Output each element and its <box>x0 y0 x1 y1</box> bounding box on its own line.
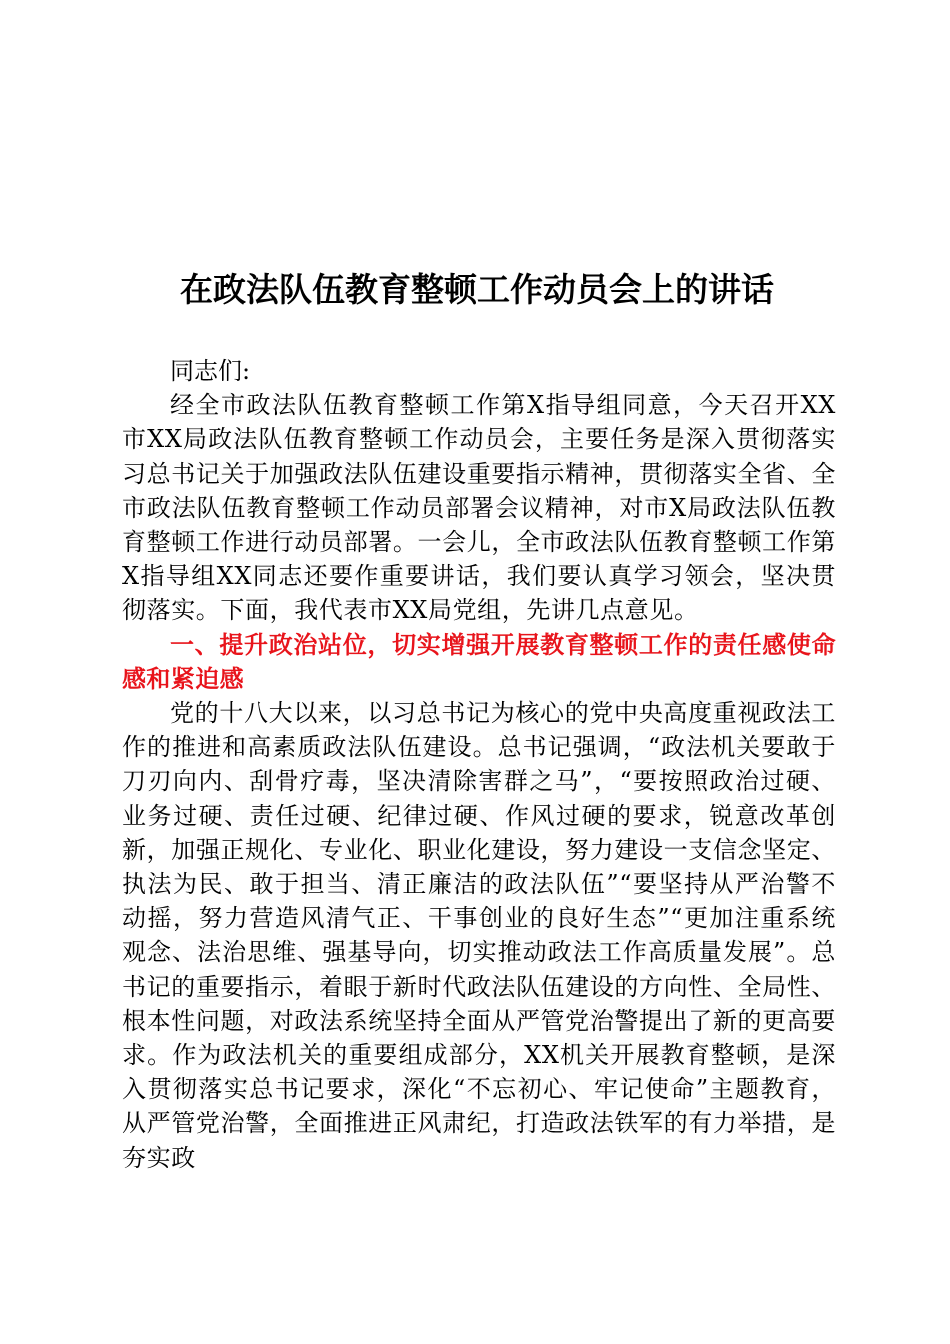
salutation: 同志们: <box>170 357 251 385</box>
section-heading-1: 一、提升政治站位，切实增强开展教育整顿工作的责任感使命感和紧迫感 <box>122 630 836 693</box>
intro-paragraph: 经全市政法队伍教育整顿工作第X指导组同意，今天召开XX市XX局政法队伍教育整顿工作动员会，主要任务是深入贯彻落实习总书记关于加强政法队伍建设重要指示精神，贯彻落实全省、全市政法队伍教育整顿工作动员部署会议精神，对市X局政法队伍教育整顿工作进行动员部署。一会儿，全市政法队伍教育整顿工作第X指导组XX同志还要作重要讲话，我们要认真学习领会，坚决贯彻落实。下面，我代表市XX局党组，先讲几点意见。 <box>122 391 836 625</box>
document-title: 在政法队伍教育整顿工作动员会上的讲话 <box>180 270 774 309</box>
document-content <box>122 262 836 1175</box>
section-1-paragraph: 党的十八大以来，以习总书记为核心的党中央高度重视政法工作的推进和高素质政法队伍建设。总书记强调，“政法机关要敢于刀刃向内、刮骨疗毒，坚决清除害群之马”，“要按照政治过硬、业务过硬、责任过硬、纪律过硬、作风过硬的要求，锐意改革创新，加强正规化、专业化、职业化建设，努力建设一支信念坚定、执法为民、敢于担当、清正廉洁的政法队伍”“要坚持从严治警不动摇，努力营造风清气正、干事创业的良好生态”“更加注重系统观念、法治思维、强基导向，切实推动政法工作高质量发展”。总书记的重要指示，着眼于新时代政法队伍建设的方向性、全局性、根本性问题，对政法系统坚持全面从严管党治警提出了新的更高要求。作为政法机关的重要组成部分，XX机关开展教育整顿，是深入贯彻落实总书记要求，深化“不忘初心、牢记使命”主题教育，从严管党治警，全面推进正风肃纪，打造政法铁军的有力举措，是夯实政 <box>122 699 836 1172</box>
